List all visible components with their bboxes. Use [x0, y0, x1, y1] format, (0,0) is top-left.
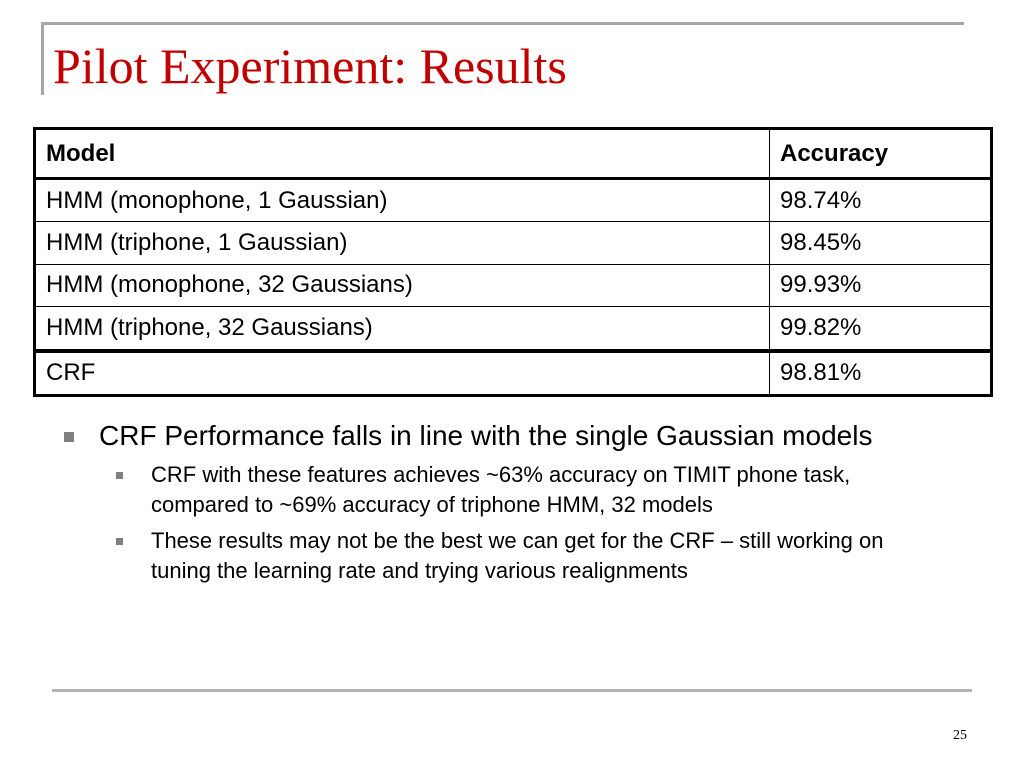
accuracy-cell: 99.93%	[770, 264, 992, 306]
title-frame-top-line	[41, 22, 964, 25]
sub-bullet-list	[99, 460, 942, 586]
accuracy-cell: 98.45%	[770, 222, 992, 264]
square-bullet-icon	[116, 472, 123, 479]
model-cell: HMM (monophone, 1 Gaussian)	[35, 179, 770, 222]
list-item	[99, 460, 942, 520]
model-cell: HMM (triphone, 32 Gaussians)	[35, 307, 770, 351]
header-accuracy: Accuracy	[770, 129, 992, 179]
table-row	[35, 264, 992, 306]
slide-number: 25	[953, 728, 967, 743]
footer-divider	[52, 689, 972, 692]
bullet-list	[62, 418, 942, 592]
table-header-row	[35, 129, 992, 179]
table-row	[35, 307, 992, 351]
square-bullet-icon	[64, 432, 74, 442]
sub-bullet-text: CRF with these features achieves ~63% accuracy on TIMIT phone task, compared to ~69% accuracy of triphone HMM, 32 models	[151, 462, 851, 517]
model-cell: HMM (triphone, 1 Gaussian)	[35, 222, 770, 264]
list-item	[62, 418, 942, 586]
table-row	[35, 222, 992, 264]
sub-bullet-text: These results may not be the best we can get for the CRF – still working on tuning the learning rate and trying various realignments	[151, 528, 884, 583]
slide-title: Pilot Experiment: Results	[53, 38, 567, 94]
results-table	[33, 127, 993, 397]
list-item	[99, 526, 942, 586]
title-frame-left-line	[41, 22, 44, 95]
accuracy-cell: 99.82%	[770, 307, 992, 351]
model-cell: CRF	[35, 351, 770, 396]
model-cell: HMM (monophone, 32 Gaussians)	[35, 264, 770, 306]
accuracy-cell: 98.74%	[770, 179, 992, 222]
header-model: Model	[35, 129, 770, 179]
accuracy-cell: 98.81%	[770, 351, 992, 396]
table-row	[35, 351, 992, 396]
bullet-text: CRF Performance falls in line with the single Gaussian models	[99, 420, 873, 451]
square-bullet-icon	[116, 538, 123, 545]
table-row	[35, 179, 992, 222]
